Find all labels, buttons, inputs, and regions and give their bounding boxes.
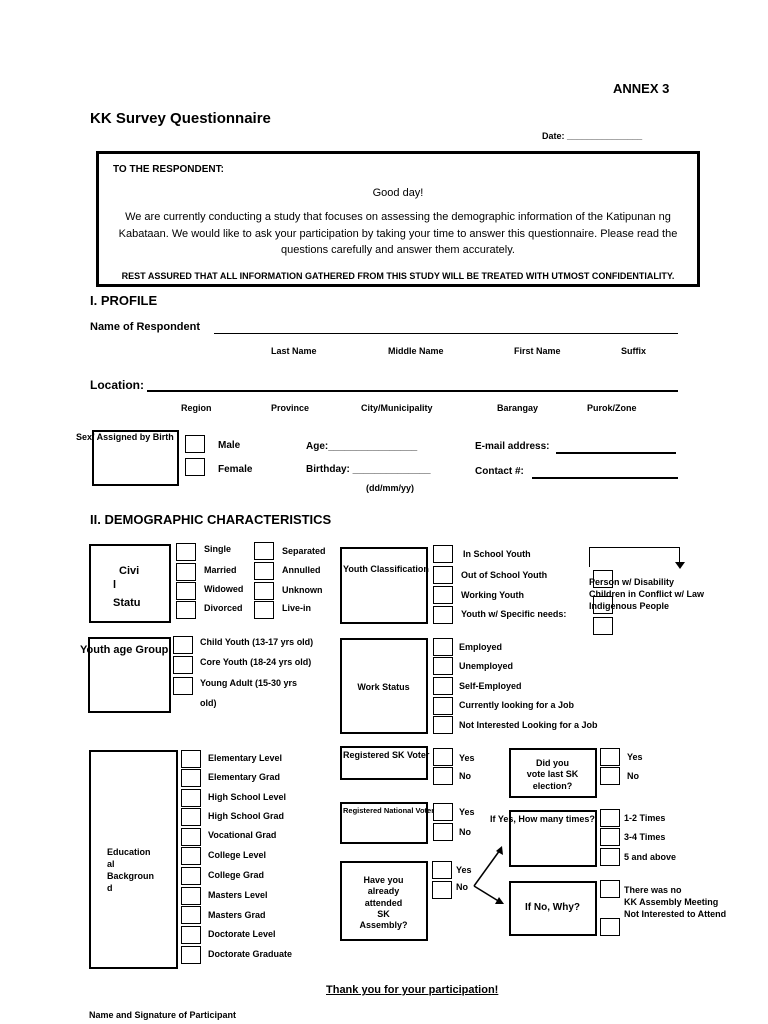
not-interested-job-label: Not Interested Looking for a Job <box>459 720 598 730</box>
civil-divorced-checkbox[interactable] <box>176 601 196 619</box>
edu-doctorate-level-label: Doctorate Level <box>208 929 276 939</box>
attended-question <box>342 875 425 931</box>
unemployed-label: Unemployed <box>459 661 514 671</box>
sk-voter-no-label: No <box>459 771 471 781</box>
education-label-3: Backgroun <box>107 871 155 881</box>
vote-last-line-1: Did you <box>536 758 569 768</box>
sk-voter-yes-label: Yes <box>459 753 475 763</box>
cicl-label: Children in Conflict w/ Law <box>589 589 705 599</box>
demographic-heading: II. DEMOGRAPHIC CHARACTERISTICS <box>90 512 332 527</box>
location-part-province: Province <box>271 403 310 413</box>
edu-college-grad-label: College Grad <box>208 870 265 880</box>
education-label-2: al <box>107 859 115 869</box>
contact-input-line[interactable] <box>532 477 678 479</box>
civil-separated-label: Separated <box>282 546 326 556</box>
why-not-interested-label: Not Interested to Attend <box>624 909 727 919</box>
name-part-first: First Name <box>514 346 561 356</box>
national-voter-label: Registered National Voter <box>343 806 435 815</box>
vote-last-line-2: vote last SK <box>526 769 579 780</box>
civil-married-checkbox[interactable] <box>176 563 196 581</box>
civil-unknown-checkbox[interactable] <box>254 582 274 600</box>
location-label: Location: <box>90 378 144 392</box>
edu-college-level-label: College Level <box>208 850 267 860</box>
edu-college-level-checkbox[interactable] <box>181 847 201 865</box>
civil-status-label-1: Civi <box>119 565 140 577</box>
not-interested-job-checkbox[interactable] <box>433 716 453 734</box>
times-label: If Yes, How many times? <box>490 814 595 824</box>
location-part-barangay: Barangay <box>497 403 539 413</box>
edu-doctorate-level-checkbox[interactable] <box>181 926 201 944</box>
civil-unknown-label: Unknown <box>282 585 323 595</box>
vote-last-no-checkbox[interactable] <box>600 767 620 785</box>
education-label-1: Education <box>107 847 151 857</box>
civil-widowed-label: Widowed <box>204 584 244 594</box>
working-youth-checkbox[interactable] <box>433 586 453 604</box>
vote-last-line-3: election? <box>532 780 573 791</box>
young-adult-checkbox[interactable] <box>173 677 193 695</box>
indigenous-label: Indigenous People <box>589 601 670 611</box>
civil-status-label-3: Statu <box>113 597 141 609</box>
profile-heading: I. PROFILE <box>90 293 158 308</box>
edu-doctorate-grad-checkbox[interactable] <box>181 946 201 964</box>
civil-status-label-2: l <box>113 579 117 591</box>
civil-livein-checkbox[interactable] <box>254 601 274 619</box>
civil-divorced-label: Divorced <box>204 603 243 613</box>
location-part-purok: Purok/Zone <box>587 403 637 413</box>
self-employed-label: Self-Employed <box>459 681 522 691</box>
thank-you-note: Thank you for your participation! <box>326 984 499 996</box>
education-box <box>89 750 178 969</box>
specific-needs-checkbox[interactable] <box>433 606 453 624</box>
education-label-4: d <box>107 883 113 893</box>
edu-doctorate-grad-label: Doctorate Graduate <box>208 949 293 959</box>
intro-greeting: Good day! <box>372 187 424 199</box>
edu-hs-grad-checkbox[interactable] <box>181 808 201 826</box>
edu-hs-level-label: High School Level <box>208 792 287 802</box>
birthday-field[interactable]: Birthday: ______________ <box>306 464 431 475</box>
in-school-checkbox[interactable] <box>433 545 453 563</box>
contact-label: Contact #: <box>475 466 524 477</box>
page-title: KK Survey Questionnaire <box>90 110 271 127</box>
vote-last-yes-checkbox[interactable] <box>600 748 620 766</box>
times-1-2-checkbox[interactable] <box>600 809 620 827</box>
name-label: Name of Respondent <box>90 321 201 333</box>
national-voter-no-checkbox[interactable] <box>433 823 453 841</box>
location-part-region: Region <box>181 403 212 413</box>
edu-elem-level-label: Elementary Level <box>208 753 283 763</box>
times-5-above-label: 5 and above <box>624 852 677 862</box>
intro-box <box>96 151 700 287</box>
civil-married-label: Married <box>204 565 237 575</box>
youth-classification-box <box>340 547 428 624</box>
attended-yes-label: Yes <box>456 865 472 875</box>
self-employed-checkbox[interactable] <box>433 677 453 695</box>
edu-hs-grad-label: High School Grad <box>208 811 285 821</box>
name-input-line[interactable] <box>214 333 678 334</box>
edu-hs-level-checkbox[interactable] <box>181 789 201 807</box>
intro-to: TO THE RESPONDENT: <box>113 164 224 175</box>
times-3-4-label: 3-4 Times <box>624 832 666 842</box>
in-school-label: In School Youth <box>463 549 531 559</box>
edu-masters-grad-label: Masters Grad <box>208 910 266 920</box>
male-checkbox[interactable] <box>185 435 205 453</box>
young-adult-label: Young Adult (15-30 yrs <box>200 678 298 688</box>
specific-needs-label: Youth w/ Specific needs: <box>461 609 567 619</box>
national-voter-yes-checkbox[interactable] <box>433 803 453 821</box>
looking-job-label: Currently looking for a Job <box>459 700 575 710</box>
young-adult-label-cont: old) <box>200 698 217 708</box>
looking-job-checkbox[interactable] <box>433 697 453 715</box>
attended-line-5: Assembly? <box>359 920 408 930</box>
edu-elem-grad-checkbox[interactable] <box>181 769 201 787</box>
civil-separated-checkbox[interactable] <box>254 542 274 560</box>
why-label: If No, Why? <box>525 902 580 913</box>
edu-masters-level-checkbox[interactable] <box>181 887 201 905</box>
edu-vocational-label: Vocational Grad <box>208 830 277 840</box>
name-part-last: Last Name <box>271 346 317 356</box>
intro-confidential: REST ASSURED THAT ALL INFORMATION GATHERED FROM THIS STUDY WILL BE TREATED WITH UTMOST CONFIDENTIALITY. <box>121 271 675 281</box>
attended-line-3: attended <box>364 897 403 908</box>
attended-line-1: Have you <box>363 875 404 885</box>
sk-voter-no-checkbox[interactable] <box>433 767 453 785</box>
child-youth-label: Child Youth (13-17 yrs old) <box>200 637 314 647</box>
email-label: E-mail address: <box>475 441 550 452</box>
age-field[interactable]: Age:________________ <box>306 441 418 452</box>
vote-last-no-label: No <box>627 771 639 781</box>
edu-elem-level-checkbox[interactable] <box>181 750 201 768</box>
civil-annulled-label: Annulled <box>282 565 321 575</box>
needs-arrow-icon <box>675 562 685 569</box>
core-youth-checkbox[interactable] <box>173 656 193 674</box>
employed-label: Employed <box>459 642 503 652</box>
vote-last-yes-label: Yes <box>627 752 643 762</box>
signature-label: Name and Signature of Participant <box>89 1010 237 1020</box>
edu-elem-grad-label: Elementary Grad <box>208 772 281 782</box>
edu-vocational-checkbox[interactable] <box>181 828 201 846</box>
youth-age-label: Youth age Group <box>80 644 169 656</box>
annex-label: ANNEX 3 <box>613 81 670 96</box>
sk-voter-yes-checkbox[interactable] <box>433 748 453 766</box>
unemployed-checkbox[interactable] <box>433 657 453 675</box>
branch-arrows-icon <box>470 840 510 910</box>
youth-classification-label: Youth Classification <box>343 564 429 574</box>
civil-livein-label: Live-in <box>282 603 312 613</box>
needs-bracket-line <box>589 547 680 567</box>
why-no-meeting-label-1: There was no <box>624 885 682 895</box>
work-status-label: Work Status <box>357 682 410 692</box>
out-of-school-label: Out of School Youth <box>461 570 548 580</box>
out-of-school-checkbox[interactable] <box>433 566 453 584</box>
intro-body: We are currently conducting a study that focuses on assessing the demographic information of the Katipunan ng Kabataan. We would like to ask your participation by taking your time to answer this questionnaire. Please read the questions carefully and answer them accurately. <box>118 211 678 256</box>
civil-widowed-checkbox[interactable] <box>176 582 196 600</box>
attended-line-2: already <box>367 886 400 897</box>
employed-checkbox[interactable] <box>433 638 453 656</box>
pwd-label: Person w/ Disability <box>589 577 675 587</box>
attended-line-4: SK <box>377 908 390 919</box>
name-part-middle: Middle Name <box>388 346 444 356</box>
national-voter-no-label: No <box>459 827 471 837</box>
edu-masters-level-label: Masters Level <box>208 890 268 900</box>
why-box <box>509 881 597 936</box>
female-label: Female <box>218 464 253 475</box>
date-format-hint: (dd/mm/yy) <box>366 483 415 493</box>
core-youth-label: Core Youth (18-24 yrs old) <box>200 657 312 667</box>
attended-box <box>340 861 428 941</box>
civil-single-label: Single <box>204 544 232 554</box>
civil-single-checkbox[interactable] <box>176 543 196 561</box>
work-status-box <box>340 638 428 734</box>
civil-annulled-checkbox[interactable] <box>254 562 274 580</box>
times-3-4-checkbox[interactable] <box>600 828 620 846</box>
working-youth-label: Working Youth <box>461 590 524 600</box>
female-checkbox[interactable] <box>185 458 205 476</box>
male-label: Male <box>218 440 241 451</box>
why-not-interested-checkbox[interactable] <box>600 918 620 936</box>
why-no-meeting-checkbox[interactable] <box>600 880 620 898</box>
location-input-line[interactable] <box>147 390 678 392</box>
name-part-suffix: Suffix <box>621 346 647 356</box>
times-5-above-checkbox[interactable] <box>600 848 620 866</box>
edu-masters-grad-checkbox[interactable] <box>181 906 201 924</box>
sk-voter-label: Registered SK Voter <box>343 750 430 760</box>
indigenous-checkbox[interactable] <box>593 617 613 635</box>
civil-status-box <box>89 544 171 623</box>
why-no-meeting-label-2: KK Assembly Meeting <box>624 897 719 907</box>
vote-last-question <box>511 758 594 792</box>
vote-last-box <box>509 748 597 798</box>
national-voter-yes-label: Yes <box>459 807 475 817</box>
email-input-line[interactable] <box>556 452 676 454</box>
sex-label: Sex/ Assigned by Birth <box>76 432 174 442</box>
attended-yes-checkbox[interactable] <box>432 861 452 879</box>
edu-college-grad-checkbox[interactable] <box>181 867 201 885</box>
attended-no-label: No <box>456 882 468 892</box>
times-1-2-label: 1-2 Times <box>624 813 666 823</box>
child-youth-checkbox[interactable] <box>173 636 193 654</box>
location-part-city: City/Municipality <box>361 403 433 413</box>
date-field[interactable]: Date: _______________ <box>542 131 643 141</box>
attended-no-checkbox[interactable] <box>432 881 452 899</box>
